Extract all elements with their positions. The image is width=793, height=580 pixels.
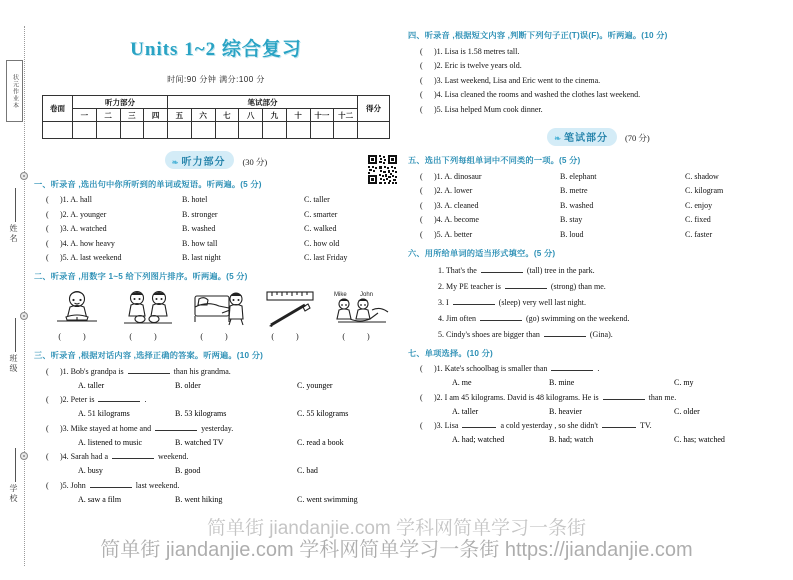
listening-part-badge — [165, 151, 235, 169]
field-label-school — [9, 484, 23, 509]
score-blank[interactable] — [144, 122, 168, 139]
school-rule — [15, 448, 16, 482]
stem-post: . — [144, 395, 147, 404]
question-row — [30, 481, 402, 490]
fill-blank[interactable] — [98, 395, 140, 402]
option-b[interactable]: B. metre — [560, 186, 588, 195]
score-blank[interactable] — [310, 122, 334, 139]
question-row — [30, 452, 402, 461]
binding-hole-icon — [20, 172, 28, 180]
score-blank[interactable] — [168, 122, 192, 139]
stem-pre: Bob's grandpa is — [70, 366, 124, 376]
left-column — [30, 0, 402, 580]
stem-post: weekend. — [158, 452, 189, 461]
section-5-heading: 五、选出下列每组单词中不同类的一项。(5 分) — [408, 156, 581, 165]
answer-bracket[interactable]: ( ) — [200, 332, 238, 341]
score-blank[interactable] — [286, 122, 310, 139]
option-b[interactable]: B. stay — [560, 215, 583, 224]
q-number: )3. A. watched — [60, 224, 107, 233]
question-stem — [60, 452, 402, 461]
answer-bracket[interactable]: ( — [420, 229, 434, 239]
right-column — [404, 0, 793, 580]
answer-bracket[interactable]: ( — [46, 253, 60, 262]
option-b[interactable]: B. 53 kilograms — [175, 409, 227, 418]
answer-bracket[interactable]: ( — [420, 90, 434, 99]
q-number: )2. — [434, 392, 443, 402]
stem-post: (go) swimming on the weekend. — [526, 313, 630, 323]
q-number: )3. — [434, 75, 443, 85]
statement-text: Lisa helped Mum cook dinner. — [444, 104, 543, 114]
question-stem — [60, 424, 402, 433]
q-number: )4. A. become — [434, 215, 479, 224]
question-row — [404, 364, 793, 373]
option-a[interactable]: A. saw a film — [78, 494, 122, 504]
score-cell-3: 三 — [120, 109, 144, 122]
option-a[interactable]: A. 51 kilograms — [78, 409, 130, 418]
stem-pre: John — [70, 480, 86, 490]
option-a[interactable]: A. me — [452, 378, 472, 387]
option-group — [60, 253, 402, 262]
section-6-items — [404, 266, 793, 339]
name-rule — [15, 188, 16, 222]
option-b[interactable]: B. elephant — [560, 171, 597, 181]
option-c[interactable]: C. shadow — [685, 171, 719, 181]
option-group — [434, 186, 793, 195]
answer-bracket[interactable]: ( — [46, 209, 60, 219]
score-blank[interactable] — [120, 122, 144, 139]
fill-blank[interactable] — [462, 421, 496, 428]
section-6-heading: 六、用所给单词的适当形式填空。(5 分) — [408, 248, 556, 258]
label-school-text: 学校 — [9, 484, 18, 504]
score-cell-7: 七 — [215, 109, 239, 122]
page-title: Units 1~2 综合复习 — [130, 39, 302, 60]
question-stem — [434, 421, 793, 430]
option-group — [404, 435, 793, 444]
option-a[interactable]: A. taller — [78, 380, 105, 390]
score-blank[interactable] — [191, 122, 215, 139]
fill-blank[interactable] — [505, 282, 547, 289]
option-a[interactable]: A. taller — [452, 406, 479, 416]
fill-question-row — [438, 314, 793, 323]
mike-and-john-running-icon — [330, 288, 392, 330]
statement-text: Lisa cleaned the rooms and washed the clothes last weekend. — [444, 90, 641, 99]
q-number: )2. — [434, 61, 443, 70]
q-number: )4. A. how heavy — [60, 238, 115, 248]
question-row — [404, 105, 793, 114]
answer-bracket[interactable]: ( — [420, 186, 434, 195]
question-row — [404, 186, 793, 195]
fill-blank[interactable] — [602, 421, 636, 428]
section-7-items — [404, 364, 793, 444]
score-blank[interactable] — [73, 122, 97, 139]
field-label-class — [9, 354, 23, 379]
picture-item — [330, 288, 392, 341]
score-col-total: 得分 — [358, 96, 390, 122]
listening-part-label: 听力部分 — [181, 156, 226, 168]
fill-blank[interactable] — [128, 367, 170, 374]
option-group — [60, 239, 402, 248]
option-c[interactable]: C. fixed — [685, 215, 711, 224]
q-number: )3. A. cleaned — [434, 200, 479, 210]
answer-bracket[interactable]: ( — [46, 423, 60, 433]
option-c[interactable]: C. enjoy — [685, 200, 713, 210]
section-4-heading: 四、听录音 ,根据短文内容 ,判断下列句子正(T)误(F)。听两遍。(10 分) — [408, 31, 668, 40]
fill-question-row — [438, 330, 793, 339]
leaf-icon: ❧ — [554, 134, 562, 143]
score-blank[interactable] — [263, 122, 287, 139]
answer-bracket[interactable]: ( — [420, 392, 434, 402]
option-group — [60, 210, 402, 219]
section-2-heading: 二、听录音 ,用数字 1~5 给下列图片排序。听两遍。(5 分) — [34, 272, 248, 281]
answer-bracket[interactable]: ( — [420, 171, 434, 181]
score-blank[interactable] — [43, 122, 73, 139]
score-group-listening: 听力部分 — [73, 96, 168, 109]
score-cell-4: 四 — [144, 109, 168, 122]
score-col-cover: 卷面 — [43, 96, 73, 122]
score-table-blank-row — [43, 122, 390, 139]
field-label-name — [9, 224, 23, 249]
qr-code-icon[interactable] — [367, 154, 398, 185]
q-number: )2. — [60, 395, 69, 404]
fill-blank[interactable] — [155, 424, 197, 431]
svg-text:Mike: Mike — [334, 292, 347, 298]
written-part-points: (70 分) — [624, 133, 650, 143]
option-b[interactable]: B. loud — [560, 229, 584, 239]
question-row — [404, 47, 793, 56]
option-c[interactable]: C. faster — [685, 229, 713, 239]
option-b[interactable]: B. hotel — [182, 195, 208, 204]
picture-item — [117, 288, 179, 341]
written-part-header — [404, 128, 793, 147]
option-c[interactable]: C. how old — [304, 238, 340, 248]
score-blank[interactable] — [334, 122, 358, 139]
fill-blank[interactable] — [551, 364, 593, 371]
option-c[interactable]: C. walked — [304, 224, 337, 233]
answer-bracket[interactable]: ( — [46, 452, 60, 461]
answer-bracket[interactable]: ( ) — [342, 332, 380, 341]
stem-post: than his grandma. — [173, 366, 231, 376]
option-c[interactable]: C. kilogram — [685, 186, 724, 195]
fill-blank[interactable] — [90, 481, 132, 488]
answer-bracket[interactable]: ( — [420, 421, 434, 430]
q-number: )1. A. hall — [60, 195, 93, 204]
option-b[interactable]: B. had; watch — [549, 435, 594, 444]
question-row — [30, 239, 402, 248]
answer-bracket[interactable]: ( — [46, 395, 60, 404]
score-blank[interactable] — [239, 122, 263, 139]
answer-bracket[interactable]: ( ) — [129, 332, 167, 341]
question-row — [404, 421, 793, 430]
option-b[interactable]: B. older — [175, 380, 201, 390]
seal-text: 状元作业本 — [11, 73, 18, 109]
answer-bracket[interactable]: ( — [46, 195, 60, 204]
stem-mid: a cold yesterday , so she didn't — [500, 421, 599, 430]
option-b[interactable]: B. stronger — [182, 209, 218, 219]
option-b[interactable]: B. last night — [182, 253, 221, 262]
stem-pre: 2. My PE teacher is — [438, 281, 501, 291]
option-group — [30, 466, 402, 475]
fill-blank[interactable] — [453, 298, 495, 305]
stem-pre: 3. I — [438, 297, 449, 307]
score-blank[interactable] — [96, 122, 120, 139]
stem-post: (Gina). — [589, 329, 613, 339]
option-c[interactable]: C. bad — [297, 466, 318, 475]
section-5-items — [404, 172, 793, 239]
q-number: )3. — [60, 423, 69, 433]
fill-question-row — [438, 282, 793, 291]
question-row — [404, 76, 793, 85]
score-cell-5: 五 — [168, 109, 192, 122]
option-c[interactable]: C. went swimming — [297, 494, 358, 504]
stem-post: (sleep) very well last night. — [498, 297, 586, 307]
option-group — [434, 230, 793, 239]
answer-bracket[interactable]: ( — [420, 200, 434, 210]
q-number: )4. — [60, 452, 69, 461]
picture-item — [188, 288, 250, 341]
option-b[interactable]: B. how tall — [182, 238, 218, 248]
option-b[interactable]: B. good — [175, 466, 201, 475]
option-b[interactable]: B. went hiking — [175, 494, 223, 504]
question-stem — [434, 364, 793, 373]
option-b[interactable]: B. washed — [560, 200, 594, 210]
stem-pre: Lisa — [444, 421, 459, 430]
score-blank[interactable] — [215, 122, 239, 139]
question-stem — [60, 481, 402, 490]
watermark-upper: 简单街 jiandanjie.com 学科网简单学习一条街 — [206, 518, 587, 539]
option-c[interactable]: C. older — [674, 406, 700, 416]
leaf-icon: ❧ — [171, 157, 180, 167]
question-stem — [434, 393, 793, 402]
option-a[interactable]: A. listened to music — [78, 437, 142, 447]
stem-pre: Peter is — [70, 395, 95, 404]
section-2-picture-row — [46, 288, 392, 341]
fill-blank[interactable] — [603, 393, 645, 400]
option-c[interactable]: C. taller — [304, 195, 330, 204]
binding-margin — [0, 0, 30, 580]
option-b[interactable]: B. watched TV — [175, 437, 224, 447]
section-1-items — [30, 195, 402, 262]
stem-pre: I am 45 kilograms. David is 48 kilograms. He is — [444, 392, 599, 402]
fill-blank[interactable] — [481, 266, 523, 273]
score-cell-6: 六 — [191, 109, 215, 122]
option-a[interactable]: A. busy — [78, 466, 103, 475]
question-row — [30, 210, 402, 219]
score-group-written: 笔试部分 — [168, 96, 358, 109]
question-row — [30, 224, 402, 233]
answer-bracket[interactable]: ( — [420, 75, 434, 85]
girl-reading-book-icon — [46, 288, 108, 330]
answer-bracket[interactable]: ( ) — [58, 332, 96, 341]
option-b[interactable]: B. heavier — [549, 406, 582, 416]
stem-post: . — [597, 364, 600, 373]
q-number: )1. — [60, 366, 69, 376]
stem-pre: Sarah had a — [70, 452, 108, 461]
statement-text: Last weekend, Lisa and Eric went to the cinema. — [444, 75, 601, 85]
seal-box — [6, 60, 23, 122]
stem-post: last weekend. — [135, 480, 180, 490]
answer-bracket[interactable]: ( — [46, 480, 60, 490]
option-group — [30, 381, 402, 390]
statement-text: Eric is twelve years old. — [444, 61, 522, 70]
answer-bracket[interactable]: ( — [420, 104, 434, 114]
option-c[interactable]: C. 55 kilograms — [297, 409, 349, 418]
option-group — [30, 438, 402, 447]
option-group — [434, 172, 793, 181]
option-c[interactable]: C. last Friday — [304, 253, 348, 262]
question-row — [404, 393, 793, 402]
question-row — [404, 215, 793, 224]
page-subtitle: 时间:90 分钟 满分:100 分 — [167, 75, 265, 84]
stem-post: than me. — [648, 392, 677, 402]
question-stem — [60, 367, 402, 376]
fill-blank[interactable] — [480, 314, 522, 321]
score-cell-10: 十 — [286, 109, 310, 122]
score-table — [42, 95, 390, 139]
ruler-and-pencil-icon — [259, 288, 321, 330]
fill-blank[interactable] — [544, 330, 586, 337]
stem-pre: Mike stayed at home and — [70, 423, 152, 433]
q-number: )1. — [434, 46, 443, 56]
score-cell-11: 十一 — [310, 109, 334, 122]
question-stem — [60, 395, 402, 404]
picture-item — [46, 288, 108, 341]
fill-blank[interactable] — [112, 452, 154, 459]
option-c[interactable]: C. younger — [297, 380, 333, 390]
score-table-wrapper — [42, 95, 390, 139]
option-c[interactable]: C. has; watched — [674, 435, 725, 444]
q-number: )5. A. last weekend — [60, 253, 122, 262]
score-cell-12: 十二 — [334, 109, 358, 122]
picture-item — [259, 288, 321, 341]
question-row — [404, 230, 793, 239]
option-a[interactable]: A. had; watched — [452, 435, 505, 444]
q-number: )1. A. dinosaur — [434, 171, 482, 181]
answer-bracket[interactable]: ( — [420, 215, 434, 224]
written-part-label: 笔试部分 — [563, 133, 608, 144]
q-number: )2. A. younger — [60, 209, 107, 219]
written-part-badge — [547, 128, 617, 146]
section-3-heading: 三、听录音 ,根据对话内容 ,选择正确的答案。听两遍。(10 分) — [34, 351, 264, 360]
score-cell-8: 八 — [239, 109, 263, 122]
binding-hole-icon — [20, 452, 28, 460]
listening-part-header — [30, 151, 402, 170]
stem-pre: 4. Jim often — [438, 313, 476, 323]
question-row — [30, 395, 402, 404]
answer-bracket[interactable]: ( — [46, 366, 60, 376]
fill-question-row — [438, 266, 793, 275]
question-row — [404, 201, 793, 210]
answer-bracket[interactable]: ( — [420, 61, 434, 70]
option-group — [30, 495, 402, 504]
question-row — [30, 424, 402, 433]
q-number: )2. A. lower — [434, 186, 473, 195]
option-group — [434, 215, 793, 224]
option-group — [60, 195, 402, 204]
section-7-heading: 七、单项选择。(10 分) — [408, 348, 493, 358]
stem-post: TV. — [639, 421, 652, 430]
binding-hole-icon — [20, 312, 28, 320]
class-rule — [15, 318, 16, 352]
section-1-heading: 一、听录音 ,选出句中你所听到的单词或短语。听两遍。(5 分) — [34, 179, 262, 189]
q-number: )5. A. better — [434, 229, 473, 239]
svg-text:John: John — [360, 292, 374, 298]
option-c[interactable]: C. my — [674, 378, 694, 387]
question-row — [30, 367, 402, 376]
stem-post: (tall) tree in the park. — [526, 265, 595, 275]
option-c[interactable]: C. read a book — [297, 437, 344, 447]
option-group — [404, 378, 793, 387]
score-table-number-row — [43, 109, 390, 122]
label-name-text: 姓名 — [9, 224, 18, 244]
q-number: )5. — [434, 104, 443, 114]
option-group — [434, 201, 793, 210]
q-number: )5. — [60, 480, 69, 490]
option-group — [30, 409, 402, 418]
stem-pre: 5. Cindy's shoes are bigger than — [438, 329, 540, 339]
answer-bracket[interactable]: ( — [420, 364, 434, 373]
stem-post: (strong) than me. — [550, 281, 606, 291]
label-class-text: 班级 — [9, 354, 18, 374]
q-number: )1. — [434, 364, 443, 373]
question-row — [404, 90, 793, 99]
score-blank[interactable] — [358, 122, 390, 139]
stem-post: yesterday. — [201, 423, 234, 433]
two-people-talking-icon — [117, 288, 179, 330]
listening-part-points: (30 分) — [242, 156, 268, 167]
section-4-items — [404, 47, 793, 114]
stem-pre: Kate's schoolbag is smaller than — [444, 364, 548, 373]
question-row — [404, 61, 793, 70]
perforation-dotted-line — [24, 26, 25, 566]
option-c[interactable]: C. smarter — [304, 209, 338, 219]
stem-pre: 1. That's the — [438, 265, 477, 275]
score-cell-1: 一 — [73, 109, 97, 122]
score-cell-9: 九 — [263, 109, 287, 122]
watermark-lower: 简单街 jiandanjie.com 学科网简单学习一条街 https://jiandanjie.com — [100, 539, 693, 561]
section-3-items — [30, 367, 402, 504]
question-row — [30, 253, 402, 262]
answer-bracket[interactable]: ( ) — [271, 332, 309, 341]
boy-in-bed-icon — [188, 288, 250, 330]
question-row — [404, 172, 793, 181]
question-row — [30, 195, 402, 204]
score-cell-2: 二 — [96, 109, 120, 122]
option-group — [404, 407, 793, 416]
option-b[interactable]: B. mine — [549, 378, 575, 387]
fill-question-row — [438, 298, 793, 307]
q-number: )3. — [434, 421, 443, 430]
q-number: )4. — [434, 90, 443, 99]
answer-bracket[interactable]: ( — [46, 224, 60, 233]
statement-text: Lisa is 1.58 metres tall. — [444, 46, 520, 56]
option-group — [60, 224, 402, 233]
option-b[interactable]: B. washed — [182, 224, 216, 233]
score-table-group-row — [43, 96, 390, 109]
answer-bracket[interactable]: ( — [46, 238, 60, 248]
answer-bracket[interactable]: ( — [420, 46, 434, 56]
